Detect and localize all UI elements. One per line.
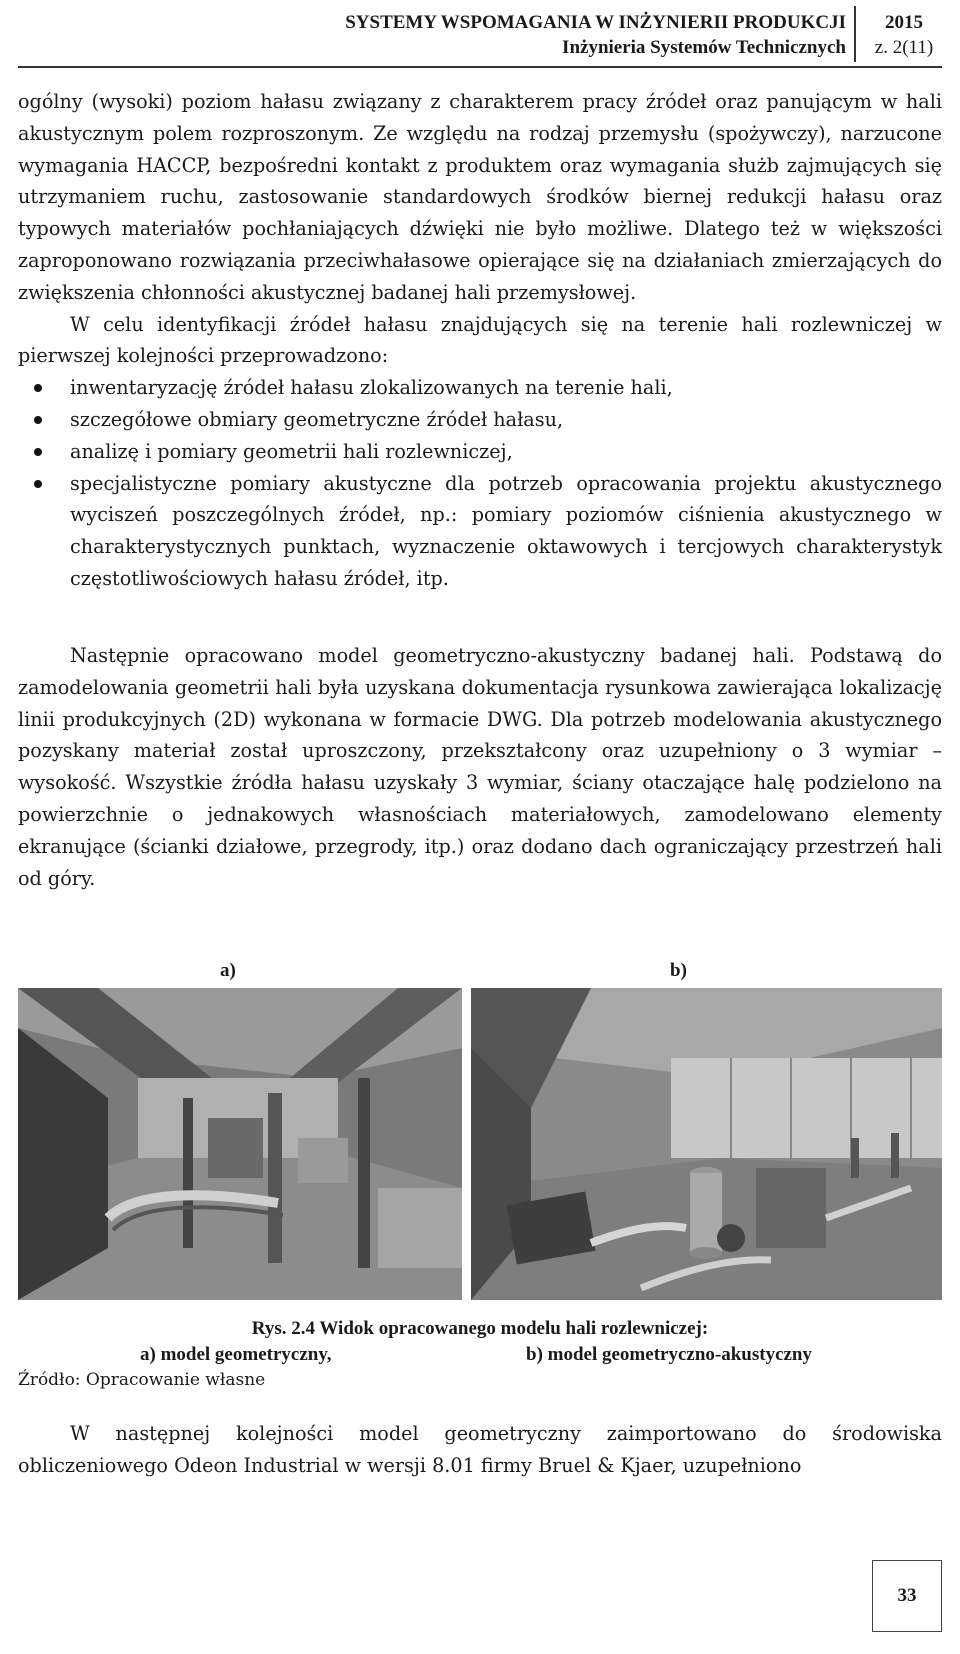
journal-subtitle: Inżynieria Systemów Technicznych (562, 37, 846, 58)
figure-image-a (18, 988, 462, 1300)
year: 2015 (885, 12, 923, 33)
header-separator (854, 6, 856, 62)
page-header (18, 6, 942, 62)
bullet-icon (34, 448, 42, 456)
header-titles (345, 10, 846, 60)
caption-line-1: Rys. 2.4 Widok opracowanego modelu hali rozlewniczej: (251, 1318, 709, 1339)
caption-part-a: a) model geometryczny, (140, 1344, 332, 1365)
body-text-top (18, 86, 942, 595)
paragraph-1: ogólny (wysoki) poziom hałasu związany z charakterem pracy źródeł oraz panującym w hali akustycznym polem rozproszonym. Ze względu na rodzaj przemysłu (spożywczy), narzucone wymagania HACCP, bezpośredni kontakt z produktem oraz wymagania służb zajmujących się utrzymaniem ruchu, zastosowanie standardowych środków biernej redukcji hałasu oraz typowych materiałów pochłaniających dźwięki nie było możliwe. Dlatego też w większości zaproponowano rozwiązania przeciwhałasowe opierające się na działaniach zmierzających do zwiększenia chłonności akustycznej badanej hali przemysłowej. (18, 90, 942, 304)
journal-title: SYSTEMY WSPOMAGANIA W INŻYNIERII PRODUKCJI (345, 12, 846, 33)
issue: z. 2(11) (874, 37, 934, 58)
page-number-box (872, 1560, 942, 1632)
list-item: specjalistyczne pomiary akustyczne dla potrzeb opracowania projektu akustycznego wyciszeń poszczególnych źródeł, np.: pomiary poziomów ciśnienia akustycznego w charakterystycznych punktach, wyznaczenie oktawowych i tercjowych charakterystyk częstotliwościowych hałasu źródeł, itp. (18, 468, 942, 595)
bullet-icon (34, 480, 42, 488)
page-number: 33 (897, 1585, 917, 1606)
figure-caption (18, 1316, 942, 1342)
header-rule (18, 66, 942, 68)
paragraph-4: W następnej kolejności model geometryczny zaimportowano do środowiska obliczeniowego Odeon Industrial w wersji 8.01 firmy Bruel & Kjaer, uzupełniono (18, 1422, 942, 1477)
caption-part-b: b) model geometryczno-akustyczny (526, 1344, 813, 1365)
body-text-bottom (18, 1418, 942, 1482)
list-item: szczegółowe obmiary geometryczne źródeł hałasu, (18, 404, 942, 436)
figure-label-a: a) (220, 960, 236, 981)
list-item: inwentaryzację źródeł hałasu zlokalizowanych na terenie hali, (18, 372, 942, 404)
paragraph-3: Następnie opracowano model geometryczno-akustyczny badanej hali. Podstawą do zamodelowania geometrii hali była uzyskana dokumentacja rysunkowa zawierająca lokalizację linii produkcyjnych (2D) wykonana w formacie DWG. Dla potrzeb modelowania akustycznego pozyskany materiał został uproszczony, przekształcony oraz uzupełniony o 3 wymiar – wysokość. Wszystkie źródła hałasu uzyskały 3 wymiar, ściany otaczające halę podzielono na powierzchnie o jednakowych własnościach materiałowych, zamodelowano elementy ekranujące (ścianki działowe, przegrody, itp.) oraz dodano dach ograniczający przestrzeń hali od góry. (18, 644, 942, 890)
bullet-list (18, 372, 942, 595)
bullet-icon (34, 384, 42, 392)
figure-image-b (471, 988, 942, 1300)
figure-label-b: b) (670, 960, 687, 981)
bullet-icon (34, 416, 42, 424)
paragraph-2: W celu identyfikacji źródeł hałasu znajdujących się na terenie hali rozlewniczej w pierwszej kolejności przeprowadzono: (18, 312, 942, 368)
list-item: analizę i pomiary geometrii hali rozlewniczej, (18, 436, 942, 468)
figure-source: Źródło: Opracowanie własne (18, 1370, 266, 1390)
body-text-middle (18, 640, 942, 894)
header-year-issue (866, 10, 942, 60)
